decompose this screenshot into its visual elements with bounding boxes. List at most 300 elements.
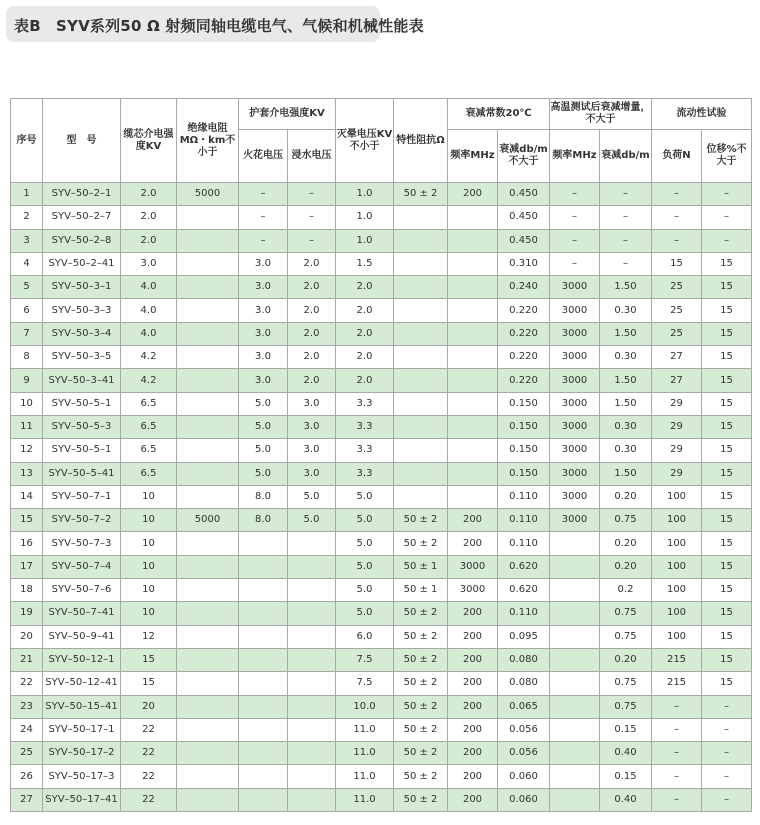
- cell-spark: 5.0: [239, 439, 288, 462]
- cell-insulation: [177, 788, 239, 811]
- cell-freq: 200: [448, 765, 498, 788]
- table-row: [11, 322, 752, 345]
- cell-load: 15: [652, 252, 702, 275]
- cell-shift: –: [702, 183, 752, 206]
- cell-no: 27: [11, 788, 43, 811]
- cell-no: 10: [11, 392, 43, 415]
- cell-spark: [239, 648, 288, 671]
- table-row: [11, 392, 752, 415]
- cell-atten-db: 0.220: [498, 346, 550, 369]
- cell-impedance: [394, 276, 448, 299]
- cell-no: 25: [11, 742, 43, 765]
- cell-freq2: [550, 718, 600, 741]
- cell-load: 100: [652, 509, 702, 532]
- cell-impedance: 50 ± 2: [394, 532, 448, 555]
- cell-atten-db: 0.080: [498, 672, 550, 695]
- cell-freq: [448, 462, 498, 485]
- cell-no: 21: [11, 648, 43, 671]
- table-row: [11, 229, 752, 252]
- cell-atten2: –: [600, 252, 652, 275]
- table-row: [11, 672, 752, 695]
- cell-insulation: [177, 672, 239, 695]
- cell-freq: 200: [448, 532, 498, 555]
- cell-freq2: 3000: [550, 299, 600, 322]
- cell-insulation: [177, 742, 239, 765]
- cell-freq2: 3000: [550, 439, 600, 462]
- cell-atten-db: 0.310: [498, 252, 550, 275]
- cell-spark: [239, 602, 288, 625]
- cell-core-strength: 10: [121, 579, 177, 602]
- table-row: [11, 625, 752, 648]
- header-atten-db: 衰减db/m不大于: [498, 130, 550, 183]
- cell-corona: 2.0: [336, 369, 394, 392]
- cell-spark: –: [239, 206, 288, 229]
- cell-freq: [448, 369, 498, 392]
- cell-insulation: [177, 602, 239, 625]
- table-row: [11, 485, 752, 508]
- cell-spark: [239, 742, 288, 765]
- cell-load: 100: [652, 602, 702, 625]
- cell-shift: 15: [702, 602, 752, 625]
- cell-load: 100: [652, 555, 702, 578]
- cell-immersion: 2.0: [288, 346, 336, 369]
- cell-atten-db: 0.150: [498, 462, 550, 485]
- cell-immersion: [288, 532, 336, 555]
- cell-immersion: [288, 648, 336, 671]
- cell-model: SYV–50–2–41: [43, 252, 121, 275]
- cell-freq: 200: [448, 183, 498, 206]
- cell-core-strength: 4.0: [121, 276, 177, 299]
- table-row: [11, 579, 752, 602]
- cell-freq2: [550, 625, 600, 648]
- cell-model: SYV–50–2–8: [43, 229, 121, 252]
- cell-corona: 5.0: [336, 602, 394, 625]
- cell-spark: 5.0: [239, 462, 288, 485]
- cell-atten2: 0.75: [600, 672, 652, 695]
- cell-corona: 1.5: [336, 252, 394, 275]
- cell-no: 8: [11, 346, 43, 369]
- cell-corona: 1.0: [336, 229, 394, 252]
- cell-atten-db: 0.150: [498, 439, 550, 462]
- cell-insulation: 5000: [177, 509, 239, 532]
- cell-freq2: [550, 532, 600, 555]
- cell-model: SYV–50–7–3: [43, 532, 121, 555]
- cell-impedance: 50 ± 2: [394, 648, 448, 671]
- cell-immersion: 2.0: [288, 299, 336, 322]
- cell-shift: –: [702, 742, 752, 765]
- table-row: [11, 439, 752, 462]
- cell-shift: –: [702, 788, 752, 811]
- cell-freq: 200: [448, 625, 498, 648]
- cell-spark: 3.0: [239, 346, 288, 369]
- cell-impedance: 50 ± 2: [394, 625, 448, 648]
- cell-freq: [448, 252, 498, 275]
- cell-immersion: [288, 672, 336, 695]
- cell-no: 19: [11, 602, 43, 625]
- cell-model: SYV–50–17–3: [43, 765, 121, 788]
- cell-insulation: 5000: [177, 183, 239, 206]
- cell-core-strength: 12: [121, 625, 177, 648]
- cell-impedance: [394, 392, 448, 415]
- cell-corona: 3.3: [336, 439, 394, 462]
- cell-freq2: [550, 765, 600, 788]
- cell-insulation: [177, 485, 239, 508]
- cell-no: 23: [11, 695, 43, 718]
- cell-spark: 5.0: [239, 392, 288, 415]
- cell-core-strength: 4.0: [121, 299, 177, 322]
- cell-immersion: 2.0: [288, 276, 336, 299]
- table-row: [11, 765, 752, 788]
- cell-impedance: 50 ± 2: [394, 509, 448, 532]
- cell-freq2: [550, 555, 600, 578]
- cell-immersion: [288, 579, 336, 602]
- cell-insulation: [177, 579, 239, 602]
- cell-core-strength: 20: [121, 695, 177, 718]
- cell-load: 29: [652, 392, 702, 415]
- cell-shift: –: [702, 206, 752, 229]
- cell-shift: 15: [702, 625, 752, 648]
- cell-spark: [239, 788, 288, 811]
- cell-corona: 5.0: [336, 579, 394, 602]
- cell-shift: 15: [702, 439, 752, 462]
- cell-spark: –: [239, 183, 288, 206]
- cell-immersion: –: [288, 229, 336, 252]
- cell-atten2: 1.50: [600, 369, 652, 392]
- cell-atten2: 0.20: [600, 648, 652, 671]
- cell-core-strength: 22: [121, 718, 177, 741]
- cell-insulation: [177, 229, 239, 252]
- cell-shift: 15: [702, 485, 752, 508]
- cell-insulation: [177, 415, 239, 438]
- cell-core-strength: 2.0: [121, 183, 177, 206]
- header-atten2: 衰减db/m: [600, 130, 652, 183]
- cell-freq: 200: [448, 718, 498, 741]
- cell-insulation: [177, 555, 239, 578]
- cell-atten2: 0.30: [600, 346, 652, 369]
- cell-model: SYV–50–3–1: [43, 276, 121, 299]
- cell-shift: 15: [702, 672, 752, 695]
- cell-model: SYV–50–17–2: [43, 742, 121, 765]
- cell-atten2: 0.15: [600, 765, 652, 788]
- header-no: 序号: [11, 99, 43, 183]
- header-insulation: 绝缘电阻MΩ・km不小于: [177, 99, 239, 183]
- cell-spark: [239, 555, 288, 578]
- cell-freq: [448, 229, 498, 252]
- header-immersion: 浸水电压: [288, 130, 336, 183]
- cell-freq: [448, 485, 498, 508]
- cell-atten-db: 0.240: [498, 276, 550, 299]
- cell-atten-db: 0.110: [498, 602, 550, 625]
- cell-atten-db: 0.220: [498, 299, 550, 322]
- cell-model: SYV–50–7–6: [43, 579, 121, 602]
- cell-load: 29: [652, 415, 702, 438]
- cell-model: SYV–50–7–41: [43, 602, 121, 625]
- cell-freq2: [550, 672, 600, 695]
- cell-shift: –: [702, 695, 752, 718]
- cell-corona: 11.0: [336, 742, 394, 765]
- cell-impedance: 50 ± 2: [394, 602, 448, 625]
- cell-insulation: [177, 252, 239, 275]
- cell-freq2: [550, 695, 600, 718]
- cell-atten-db: 0.060: [498, 788, 550, 811]
- cell-core-strength: 6.5: [121, 462, 177, 485]
- cell-insulation: [177, 392, 239, 415]
- cell-freq: [448, 299, 498, 322]
- cell-insulation: [177, 718, 239, 741]
- cell-freq: [448, 439, 498, 462]
- cell-insulation: [177, 462, 239, 485]
- cell-freq2: 3000: [550, 509, 600, 532]
- cell-corona: 3.3: [336, 392, 394, 415]
- cell-atten2: 0.75: [600, 509, 652, 532]
- cell-model: SYV–50–3–3: [43, 299, 121, 322]
- cell-atten2: 0.20: [600, 532, 652, 555]
- cell-impedance: [394, 252, 448, 275]
- cell-insulation: [177, 695, 239, 718]
- cell-immersion: [288, 765, 336, 788]
- cell-core-strength: 10: [121, 532, 177, 555]
- cell-corona: 2.0: [336, 346, 394, 369]
- cell-atten2: 1.50: [600, 462, 652, 485]
- cell-corona: 2.0: [336, 299, 394, 322]
- cell-shift: 15: [702, 555, 752, 578]
- cell-immersion: [288, 718, 336, 741]
- cell-load: –: [652, 229, 702, 252]
- cell-freq2: [550, 742, 600, 765]
- cell-immersion: 2.0: [288, 322, 336, 345]
- cell-model: SYV–50–5–1: [43, 439, 121, 462]
- cell-corona: 3.3: [336, 462, 394, 485]
- cell-insulation: [177, 276, 239, 299]
- cell-no: 20: [11, 625, 43, 648]
- cell-shift: 15: [702, 462, 752, 485]
- cell-freq2: [550, 648, 600, 671]
- cell-insulation: [177, 532, 239, 555]
- cell-impedance: [394, 229, 448, 252]
- cell-immersion: –: [288, 183, 336, 206]
- cell-spark: [239, 718, 288, 741]
- cell-immersion: 2.0: [288, 252, 336, 275]
- cell-atten2: 0.2: [600, 579, 652, 602]
- header-sheath-group: 护套介电强度KV: [239, 99, 336, 130]
- cell-shift: –: [702, 718, 752, 741]
- cell-insulation: [177, 765, 239, 788]
- cell-spark: 8.0: [239, 509, 288, 532]
- cell-corona: 10.0: [336, 695, 394, 718]
- cell-impedance: [394, 206, 448, 229]
- cell-core-strength: 22: [121, 788, 177, 811]
- cell-impedance: [394, 485, 448, 508]
- cell-atten-db: 0.220: [498, 369, 550, 392]
- cell-load: 27: [652, 369, 702, 392]
- cell-core-strength: 10: [121, 602, 177, 625]
- cell-corona: 6.0: [336, 625, 394, 648]
- cell-core-strength: 10: [121, 555, 177, 578]
- cell-model: SYV–50–5–1: [43, 392, 121, 415]
- cell-no: 12: [11, 439, 43, 462]
- table-row: [11, 602, 752, 625]
- cell-core-strength: 2.0: [121, 206, 177, 229]
- cell-load: –: [652, 765, 702, 788]
- cell-core-strength: 10: [121, 485, 177, 508]
- cell-immersion: 2.0: [288, 369, 336, 392]
- cell-freq2: 3000: [550, 485, 600, 508]
- cell-corona: 1.0: [336, 206, 394, 229]
- header-core-strength: 缆芯介电强度KV: [121, 99, 177, 183]
- cell-shift: 15: [702, 509, 752, 532]
- table-row: [11, 299, 752, 322]
- cell-atten2: 0.40: [600, 788, 652, 811]
- table-row: [11, 183, 752, 206]
- cell-core-strength: 4.2: [121, 369, 177, 392]
- cell-spark: 3.0: [239, 252, 288, 275]
- cell-model: SYV–50–3–4: [43, 322, 121, 345]
- cell-spark: [239, 695, 288, 718]
- cell-model: SYV–50–7–2: [43, 509, 121, 532]
- cell-freq2: –: [550, 252, 600, 275]
- cell-no: 14: [11, 485, 43, 508]
- cell-load: –: [652, 718, 702, 741]
- cell-no: 7: [11, 322, 43, 345]
- cell-model: SYV–50–2–7: [43, 206, 121, 229]
- table-row: [11, 252, 752, 275]
- cell-no: 18: [11, 579, 43, 602]
- cell-freq: [448, 206, 498, 229]
- cell-corona: 5.0: [336, 532, 394, 555]
- cell-atten-db: 0.450: [498, 206, 550, 229]
- cell-core-strength: 3.0: [121, 252, 177, 275]
- cell-atten-db: 0.450: [498, 229, 550, 252]
- cell-corona: 11.0: [336, 765, 394, 788]
- header-shift: 位移%不大于: [702, 130, 752, 183]
- cell-no: 2: [11, 206, 43, 229]
- table-row: [11, 369, 752, 392]
- cell-no: 5: [11, 276, 43, 299]
- cell-shift: 15: [702, 392, 752, 415]
- header-load: 负荷N: [652, 130, 702, 183]
- cell-corona: 7.5: [336, 648, 394, 671]
- cell-immersion: [288, 788, 336, 811]
- cell-no: 26: [11, 765, 43, 788]
- cell-impedance: [394, 439, 448, 462]
- cell-atten-db: 0.150: [498, 392, 550, 415]
- cell-insulation: [177, 625, 239, 648]
- cell-corona: 5.0: [336, 509, 394, 532]
- cell-freq2: [550, 788, 600, 811]
- cell-corona: 7.5: [336, 672, 394, 695]
- cell-spark: [239, 579, 288, 602]
- cell-corona: 5.0: [336, 555, 394, 578]
- cell-corona: 1.0: [336, 183, 394, 206]
- cell-core-strength: 15: [121, 672, 177, 695]
- cell-core-strength: 4.2: [121, 346, 177, 369]
- cell-immersion: [288, 555, 336, 578]
- cell-atten2: –: [600, 229, 652, 252]
- cell-atten2: 0.20: [600, 485, 652, 508]
- cell-freq2: 3000: [550, 276, 600, 299]
- cell-atten2: 0.40: [600, 742, 652, 765]
- cell-atten-db: 0.065: [498, 695, 550, 718]
- cell-atten2: –: [600, 206, 652, 229]
- cell-spark: 8.0: [239, 485, 288, 508]
- cell-immersion: [288, 742, 336, 765]
- cell-no: 17: [11, 555, 43, 578]
- cell-no: 22: [11, 672, 43, 695]
- cell-core-strength: 4.0: [121, 322, 177, 345]
- cell-load: 100: [652, 625, 702, 648]
- cell-spark: [239, 532, 288, 555]
- cell-core-strength: 2.0: [121, 229, 177, 252]
- cell-load: 215: [652, 672, 702, 695]
- cell-impedance: 50 ± 1: [394, 579, 448, 602]
- cell-model: SYV–50–3–5: [43, 346, 121, 369]
- cell-immersion: [288, 625, 336, 648]
- cell-no: 4: [11, 252, 43, 275]
- cell-load: 100: [652, 485, 702, 508]
- cell-insulation: [177, 648, 239, 671]
- table-row: [11, 648, 752, 671]
- cell-core-strength: 10: [121, 509, 177, 532]
- cell-load: –: [652, 183, 702, 206]
- cell-no: 16: [11, 532, 43, 555]
- cell-freq: [448, 415, 498, 438]
- cell-model: SYV–50–5–3: [43, 415, 121, 438]
- cell-load: 25: [652, 322, 702, 345]
- cell-freq2: [550, 602, 600, 625]
- cell-model: SYV–50–7–1: [43, 485, 121, 508]
- cell-freq: 200: [448, 742, 498, 765]
- cell-spark: 5.0: [239, 415, 288, 438]
- cell-freq2: [550, 579, 600, 602]
- cell-impedance: [394, 346, 448, 369]
- cell-no: 6: [11, 299, 43, 322]
- cell-corona: 2.0: [336, 322, 394, 345]
- cell-shift: 15: [702, 276, 752, 299]
- cell-load: –: [652, 742, 702, 765]
- table-row: [11, 742, 752, 765]
- cell-atten-db: 0.060: [498, 765, 550, 788]
- cell-freq2: 3000: [550, 415, 600, 438]
- header-impedance: 特性阻抗Ω: [394, 99, 448, 183]
- cell-atten-db: 0.110: [498, 509, 550, 532]
- cell-immersion: [288, 602, 336, 625]
- cell-atten2: 0.30: [600, 299, 652, 322]
- cell-freq2: 3000: [550, 369, 600, 392]
- table-row: [11, 206, 752, 229]
- cell-atten-db: 0.110: [498, 485, 550, 508]
- table-row: [11, 695, 752, 718]
- cell-insulation: [177, 322, 239, 345]
- cell-load: –: [652, 788, 702, 811]
- cell-model: SYV–50–3–41: [43, 369, 121, 392]
- cell-core-strength: 22: [121, 742, 177, 765]
- cell-shift: 15: [702, 299, 752, 322]
- cell-atten2: 0.30: [600, 415, 652, 438]
- cell-atten2: 1.50: [600, 276, 652, 299]
- cell-shift: 15: [702, 252, 752, 275]
- cell-shift: 15: [702, 532, 752, 555]
- cell-insulation: [177, 369, 239, 392]
- header-corona: 灭晕电压KV不小于: [336, 99, 394, 183]
- cell-load: 25: [652, 299, 702, 322]
- cell-insulation: [177, 299, 239, 322]
- cell-shift: 15: [702, 579, 752, 602]
- cell-freq2: –: [550, 183, 600, 206]
- cell-load: 29: [652, 439, 702, 462]
- cell-freq2: 3000: [550, 346, 600, 369]
- cell-model: SYV–50–5–41: [43, 462, 121, 485]
- cell-atten-db: 0.450: [498, 183, 550, 206]
